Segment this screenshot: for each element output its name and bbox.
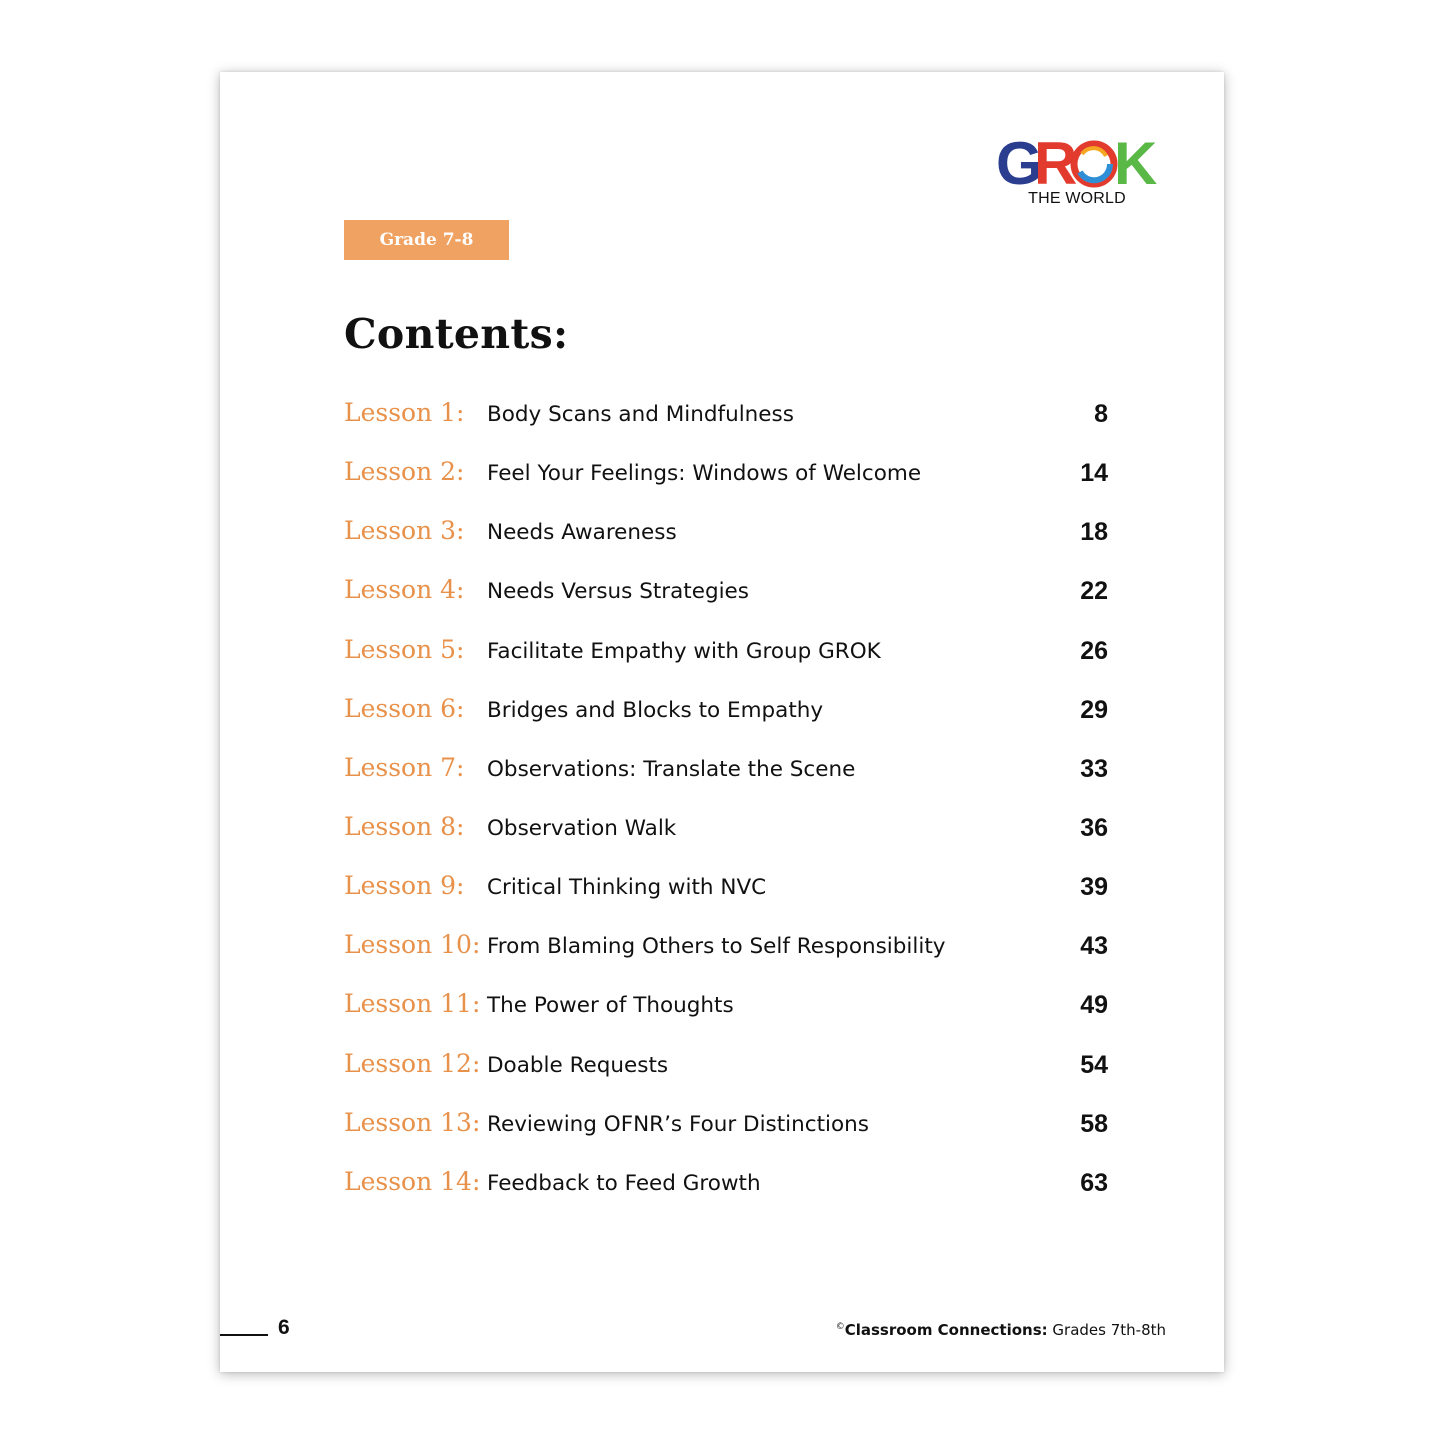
page-title: Contents:: [344, 310, 569, 358]
lesson-title: Needs Awareness: [487, 520, 677, 546]
toc-row[interactable]: [344, 861, 1108, 920]
toc-row[interactable]: [344, 447, 1108, 506]
toc-row[interactable]: [344, 979, 1108, 1038]
lesson-title: Reviewing OFNR’s Four Distinctions: [487, 1111, 869, 1137]
toc-row[interactable]: [344, 625, 1108, 684]
lesson-page-number: 33: [1080, 754, 1108, 783]
lesson-page-number: 58: [1080, 1109, 1108, 1138]
grok-logo: [996, 134, 1158, 214]
lesson-title: From Blaming Others to Self Responsibility: [487, 934, 946, 960]
lesson-title: Observations: Translate the Scene: [487, 756, 856, 782]
document-page: [220, 72, 1224, 1372]
lesson-label: Lesson 5:: [344, 634, 465, 664]
footer-subtitle: Grades 7th-8th: [1047, 1321, 1166, 1339]
table-of-contents: [344, 388, 1108, 1216]
toc-row[interactable]: [344, 565, 1108, 624]
logo-letter-g: G: [996, 134, 1043, 194]
lesson-label: Lesson 12:: [344, 1048, 481, 1078]
logo-subtitle: THE WORLD: [1028, 190, 1126, 207]
lesson-page-number: 36: [1080, 813, 1108, 842]
toc-row[interactable]: [344, 1098, 1108, 1157]
grade-badge: Grade 7-8: [344, 220, 509, 260]
toc-row[interactable]: [344, 802, 1108, 861]
toc-row[interactable]: [344, 388, 1108, 447]
toc-row[interactable]: [344, 920, 1108, 979]
lesson-page-number: 8: [1094, 400, 1108, 428]
lesson-page-number: 26: [1080, 636, 1108, 665]
lesson-label: Lesson 13:: [344, 1107, 481, 1137]
logo-letter-r: R: [1034, 134, 1078, 194]
toc-row[interactable]: [344, 684, 1108, 743]
lesson-page-number: 63: [1080, 1168, 1108, 1197]
lesson-title: The Power of Thoughts: [487, 993, 734, 1019]
toc-row[interactable]: [344, 743, 1108, 802]
lesson-page-number: 29: [1080, 695, 1108, 724]
footer-page-number: 6: [278, 1316, 290, 1339]
lesson-page-number: 18: [1080, 518, 1108, 547]
lesson-label: Lesson 7:: [344, 752, 465, 782]
toc-row[interactable]: [344, 506, 1108, 565]
toc-row[interactable]: [344, 1039, 1108, 1098]
lesson-label: Lesson 11:: [344, 989, 481, 1019]
logo-letter-o-swirl: [1074, 144, 1114, 184]
lesson-label: Lesson 10:: [344, 930, 481, 960]
footer-rule: [220, 1334, 268, 1336]
lesson-title: Feel Your Feelings: Windows of Welcome: [487, 461, 922, 487]
lesson-title: Observation Walk: [487, 815, 677, 841]
lesson-label: Lesson 8:: [344, 811, 465, 841]
lesson-label: Lesson 3:: [344, 516, 465, 546]
footer-book-title: Classroom Connections:: [844, 1321, 1048, 1339]
lesson-page-number: 14: [1080, 459, 1108, 488]
copyright-symbol: ©: [835, 1322, 845, 1332]
footer-copyright: [836, 1321, 1166, 1339]
lesson-label: Lesson 2:: [344, 457, 465, 487]
lesson-title: Body Scans and Mindfulness: [487, 402, 794, 427]
toc-row[interactable]: [344, 1157, 1108, 1216]
lesson-title: Doable Requests: [487, 1052, 669, 1078]
lesson-title: Feedback to Feed Growth: [487, 1170, 761, 1196]
lesson-title: Needs Versus Strategies: [487, 579, 749, 605]
lesson-page-number: 54: [1080, 1050, 1108, 1079]
lesson-title: Critical Thinking with NVC: [487, 875, 767, 901]
lesson-label: Lesson 1:: [344, 398, 465, 427]
lesson-label: Lesson 4:: [344, 575, 465, 605]
lesson-page-number: 43: [1080, 932, 1108, 961]
lesson-label: Lesson 14:: [344, 1166, 481, 1196]
lesson-label: Lesson 6:: [344, 693, 465, 723]
lesson-page-number: 39: [1080, 873, 1108, 902]
lesson-page-number: 49: [1080, 991, 1108, 1020]
lesson-title: Facilitate Empathy with Group GROK: [487, 638, 881, 664]
lesson-title: Bridges and Blocks to Empathy: [487, 697, 824, 723]
grok-logo-mark: [996, 134, 1158, 194]
lesson-label: Lesson 9:: [344, 871, 465, 901]
logo-letter-k: K: [1114, 134, 1158, 194]
lesson-page-number: 22: [1080, 577, 1108, 606]
